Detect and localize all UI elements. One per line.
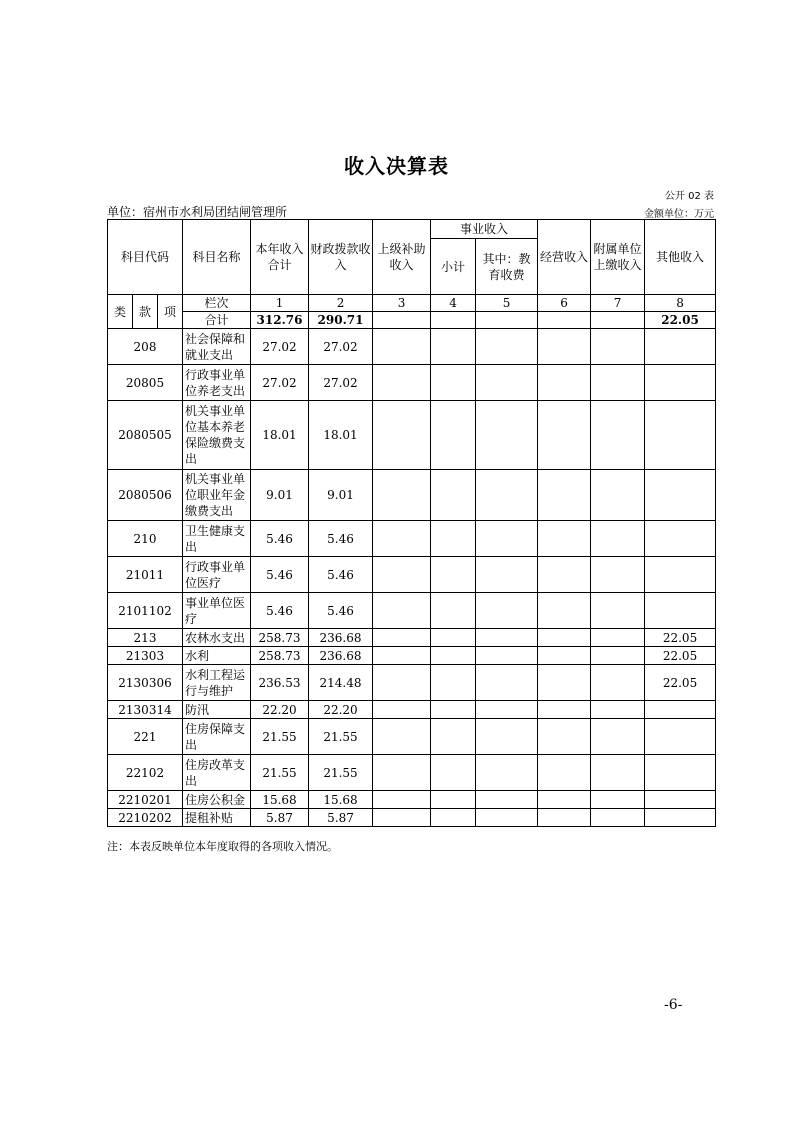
education-fee [476, 755, 538, 791]
superior-income [373, 647, 431, 665]
operation-income [538, 791, 591, 809]
header-fiscal: 财政拨款收入 [309, 220, 373, 295]
education-fee [476, 470, 538, 521]
table-row [108, 755, 716, 791]
fiscal-income: 27.02 [309, 329, 373, 365]
fiscal-income: 236.68 [309, 629, 373, 647]
subject-name: 水利 [183, 647, 251, 665]
header-subtotal: 小计 [431, 239, 476, 295]
education-fee [476, 557, 538, 593]
affiliated-income [591, 809, 645, 827]
col-num: 8 [645, 295, 716, 312]
fiscal-income: 214.48 [309, 665, 373, 701]
business-subtotal [431, 521, 476, 557]
header-business: 事业收入 [431, 220, 538, 239]
business-subtotal [431, 557, 476, 593]
subject-code: 2101102 [108, 593, 183, 629]
subject-code: 21011 [108, 557, 183, 593]
income-total: 5.46 [251, 557, 309, 593]
fiscal-income: 21.55 [309, 755, 373, 791]
business-subtotal [431, 755, 476, 791]
operation-income [538, 593, 591, 629]
subject-code: 22102 [108, 755, 183, 791]
col-num: 4 [431, 295, 476, 312]
business-subtotal [431, 791, 476, 809]
affiliated-income [591, 719, 645, 755]
other-income [645, 365, 716, 401]
affiliated-income [591, 365, 645, 401]
table-row [108, 647, 716, 665]
page-number: -6- [664, 997, 683, 1013]
subject-code: 208 [108, 329, 183, 365]
total-operation [538, 312, 591, 329]
operation-income [538, 755, 591, 791]
table-row [108, 701, 716, 719]
other-income: 22.05 [645, 647, 716, 665]
other-income [645, 521, 716, 557]
education-fee [476, 647, 538, 665]
superior-income [373, 701, 431, 719]
header-edu: 其中：教育收费 [476, 239, 538, 295]
income-total: 5.87 [251, 809, 309, 827]
superior-income [373, 470, 431, 521]
subject-name: 住房改革支出 [183, 755, 251, 791]
header-name: 科目名称 [183, 220, 251, 295]
other-income [645, 593, 716, 629]
income-total: 5.46 [251, 521, 309, 557]
income-table [107, 219, 716, 827]
income-total: 22.20 [251, 701, 309, 719]
operation-income [538, 329, 591, 365]
operation-income [538, 701, 591, 719]
superior-income [373, 665, 431, 701]
subject-code: 2210201 [108, 791, 183, 809]
operation-income [538, 809, 591, 827]
subject-code: 2210202 [108, 809, 183, 827]
column-number-row [108, 295, 716, 312]
operation-income [538, 719, 591, 755]
subject-code: 213 [108, 629, 183, 647]
money-unit-label: 金额单位：万元 [644, 209, 714, 220]
table-row [108, 401, 716, 470]
fiscal-income: 21.55 [309, 719, 373, 755]
subject-code: 2080506 [108, 470, 183, 521]
operation-income [538, 365, 591, 401]
education-fee [476, 701, 538, 719]
fiscal-income: 5.87 [309, 809, 373, 827]
operation-income [538, 629, 591, 647]
affiliated-income [591, 665, 645, 701]
education-fee [476, 593, 538, 629]
business-subtotal [431, 647, 476, 665]
fiscal-income: 18.01 [309, 401, 373, 470]
col-num: 2 [309, 295, 373, 312]
table-row [108, 593, 716, 629]
header-other: 其他收入 [645, 220, 716, 295]
col-num: 7 [591, 295, 645, 312]
education-fee [476, 365, 538, 401]
business-subtotal [431, 470, 476, 521]
business-subtotal [431, 365, 476, 401]
other-income [645, 701, 716, 719]
subject-code: 21303 [108, 647, 183, 665]
affiliated-income [591, 701, 645, 719]
other-income [645, 719, 716, 755]
affiliated-income [591, 401, 645, 470]
subject-name: 住房保障支出 [183, 719, 251, 755]
header-lei: 类 [108, 295, 133, 329]
superior-income [373, 521, 431, 557]
business-subtotal [431, 809, 476, 827]
subject-name: 卫生健康支出 [183, 521, 251, 557]
business-subtotal [431, 401, 476, 470]
total-label: 合计 [183, 312, 251, 329]
page-title: 收入决算表 [344, 154, 449, 178]
fiscal-income: 15.68 [309, 791, 373, 809]
subject-code: 2130306 [108, 665, 183, 701]
other-income [645, 557, 716, 593]
header-column-no: 栏次 [183, 295, 251, 312]
income-total: 21.55 [251, 719, 309, 755]
subject-name: 事业单位医疗 [183, 593, 251, 629]
education-fee [476, 809, 538, 827]
header-total: 本年收入合计 [251, 220, 309, 295]
affiliated-income [591, 593, 645, 629]
other-income [645, 401, 716, 470]
table-row [108, 365, 716, 401]
other-income [645, 470, 716, 521]
total-income: 312.76 [251, 312, 309, 329]
subject-code: 2080505 [108, 401, 183, 470]
operation-income [538, 665, 591, 701]
subject-code: 20805 [108, 365, 183, 401]
subject-name: 机关事业单位职业年金缴费支出 [183, 470, 251, 521]
total-superior [373, 312, 431, 329]
subject-name: 机关事业单位基本养老保险缴费支出 [183, 401, 251, 470]
business-subtotal [431, 665, 476, 701]
education-fee [476, 665, 538, 701]
superior-income [373, 755, 431, 791]
total-edu [476, 312, 538, 329]
header-affiliated: 附属单位上缴收入 [591, 220, 645, 295]
affiliated-income [591, 557, 645, 593]
other-income [645, 791, 716, 809]
income-total: 5.46 [251, 593, 309, 629]
business-subtotal [431, 719, 476, 755]
income-total: 15.68 [251, 791, 309, 809]
affiliated-income [591, 521, 645, 557]
other-income [645, 809, 716, 827]
operation-income [538, 521, 591, 557]
education-fee [476, 719, 538, 755]
header-superior: 上级补助收入 [373, 220, 431, 295]
education-fee [476, 521, 538, 557]
operation-income [538, 470, 591, 521]
affiliated-income [591, 470, 645, 521]
total-fiscal: 290.71 [309, 312, 373, 329]
fiscal-income: 236.68 [309, 647, 373, 665]
fiscal-income: 22.20 [309, 701, 373, 719]
business-subtotal [431, 629, 476, 647]
table-row [108, 557, 716, 593]
education-fee [476, 401, 538, 470]
table-row [108, 665, 716, 701]
col-num: 6 [538, 295, 591, 312]
footnote: 注：本表反映单位本年度取得的各项收入情况。 [107, 840, 338, 853]
header-xiang: 项 [158, 295, 183, 329]
subject-name: 水利工程运行与维护 [183, 665, 251, 701]
fiscal-income: 27.02 [309, 365, 373, 401]
superior-income [373, 401, 431, 470]
fiscal-income: 5.46 [309, 521, 373, 557]
subject-name: 行政事业单位养老支出 [183, 365, 251, 401]
superior-income [373, 719, 431, 755]
income-total: 258.73 [251, 629, 309, 647]
subject-code: 2130314 [108, 701, 183, 719]
education-fee [476, 629, 538, 647]
table-row [108, 629, 716, 647]
income-total: 258.73 [251, 647, 309, 665]
affiliated-income [591, 647, 645, 665]
affiliated-income [591, 791, 645, 809]
superior-income [373, 365, 431, 401]
total-affiliated [591, 312, 645, 329]
col-num: 5 [476, 295, 538, 312]
table-row [108, 719, 716, 755]
subject-code: 221 [108, 719, 183, 755]
header-row-1 [108, 220, 716, 239]
superior-income [373, 629, 431, 647]
total-other: 22.05 [645, 312, 716, 329]
business-subtotal [431, 701, 476, 719]
education-fee [476, 791, 538, 809]
education-fee [476, 329, 538, 365]
business-subtotal [431, 329, 476, 365]
operation-income [538, 401, 591, 470]
header-operation: 经营收入 [538, 220, 591, 295]
superior-income [373, 809, 431, 827]
subject-name: 住房公积金 [183, 791, 251, 809]
table-row [108, 791, 716, 809]
fiscal-income: 5.46 [309, 593, 373, 629]
superior-income [373, 329, 431, 365]
other-income [645, 755, 716, 791]
total-row [108, 312, 716, 329]
subject-code: 210 [108, 521, 183, 557]
col-num: 3 [373, 295, 431, 312]
form-number: 公开 02 表 [664, 191, 714, 202]
total-subtotal [431, 312, 476, 329]
superior-income [373, 557, 431, 593]
operation-income [538, 647, 591, 665]
col-num: 1 [251, 295, 309, 312]
table-row [108, 470, 716, 521]
unit-label: 单位：宿州市水利局团结闸管理所 [107, 205, 288, 219]
operation-income [538, 557, 591, 593]
subject-name: 提租补贴 [183, 809, 251, 827]
income-total: 9.01 [251, 470, 309, 521]
fiscal-income: 9.01 [309, 470, 373, 521]
subject-name: 行政事业单位医疗 [183, 557, 251, 593]
income-total: 236.53 [251, 665, 309, 701]
table-row [108, 521, 716, 557]
other-income: 22.05 [645, 629, 716, 647]
fiscal-income: 5.46 [309, 557, 373, 593]
other-income [645, 329, 716, 365]
affiliated-income [591, 329, 645, 365]
affiliated-income [591, 755, 645, 791]
other-income: 22.05 [645, 665, 716, 701]
header-kuan: 款 [133, 295, 158, 329]
business-subtotal [431, 593, 476, 629]
subject-name: 防汛 [183, 701, 251, 719]
superior-income [373, 593, 431, 629]
subject-name: 社会保障和就业支出 [183, 329, 251, 365]
affiliated-income [591, 629, 645, 647]
data-rows [108, 329, 716, 827]
table-row [108, 329, 716, 365]
income-total: 27.02 [251, 365, 309, 401]
income-total: 18.01 [251, 401, 309, 470]
income-total: 21.55 [251, 755, 309, 791]
header-code: 科目代码 [108, 220, 183, 295]
table-row [108, 809, 716, 827]
income-total: 27.02 [251, 329, 309, 365]
subject-name: 农林水支出 [183, 629, 251, 647]
superior-income [373, 791, 431, 809]
